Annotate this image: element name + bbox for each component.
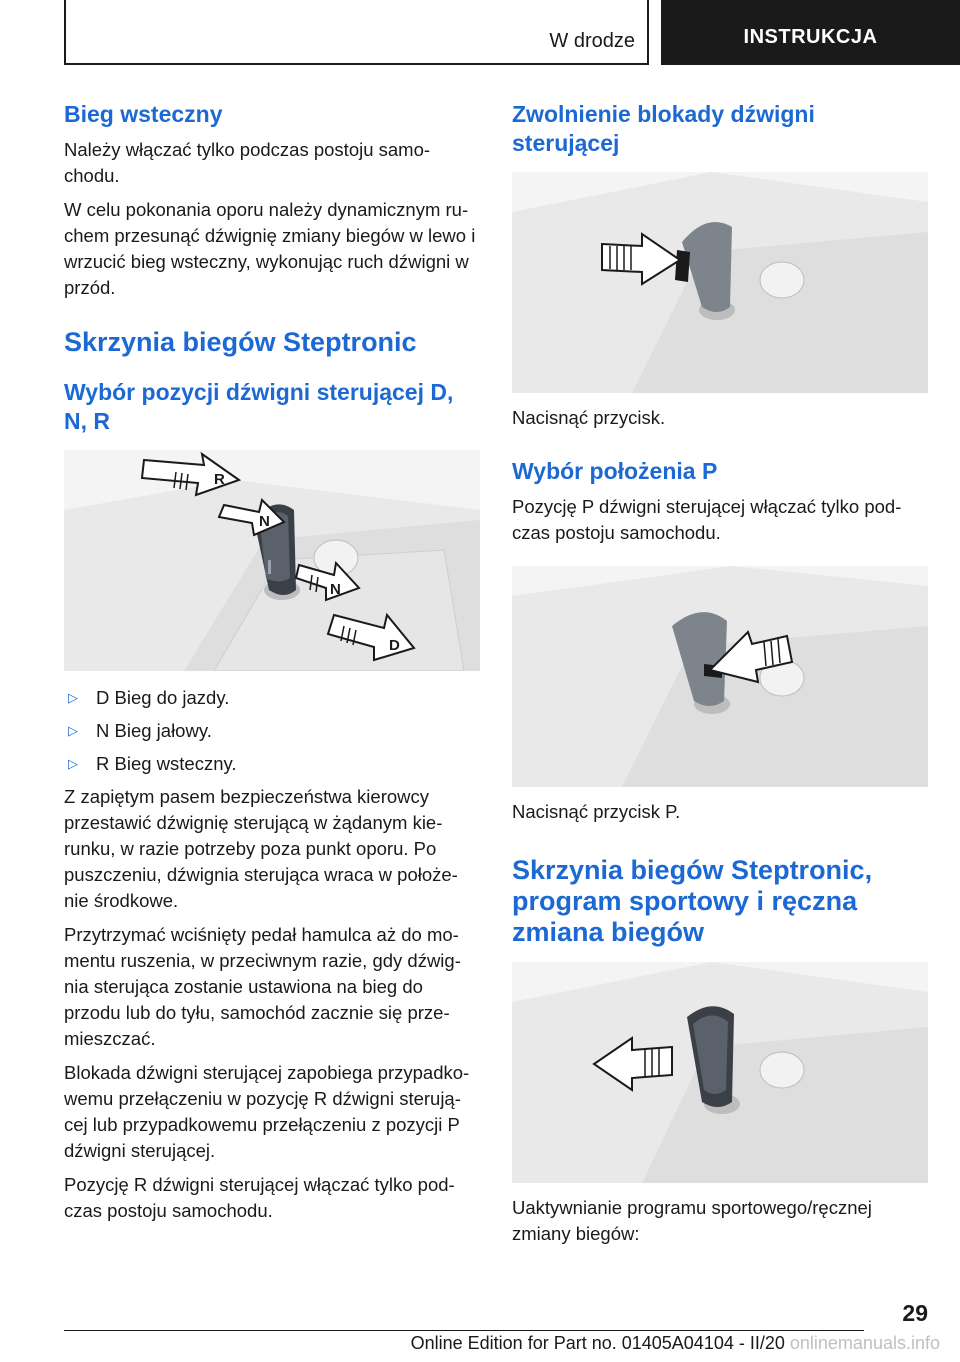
bullet-triangle-icon: ▷ [68,723,78,738]
left-column [64,100,480,1232]
sport-manual-figure [512,962,928,1183]
steptronic-heading: Skrzynia biegów Steptronic [64,327,417,357]
bullet-triangle-icon: ▷ [68,756,78,771]
right-column [512,100,928,1255]
footer-divider [64,1330,864,1331]
sport-heading: Skrzynia biegów Steptronic, program sportowy i ręczna zmiana biegów [512,855,873,947]
paragraph-6: Pozycję R dźwigni sterującej włączać tylko pod-czas postoju samochodu. [64,1174,455,1221]
list-item: ▷ D Bieg do jazdy. [64,685,480,711]
sport-caption: Uaktywnianie programu sportowego/ręcznej zmiany biegów: [512,1197,872,1244]
fig-label-n1: N [259,513,270,530]
footer-edition [411,1333,940,1354]
fig-label-n2: N [330,581,341,598]
park-caption: Nacisnąć przycisk P. [512,801,681,822]
park-button-figure [512,566,928,787]
reverse-paragraph-2: W celu pokonania oporu należy dynamicznym ru-chem przesunąć dźwignię zmiany biegów w lewo i wrzucić bieg wsteczny, wykonując ruch dźwigni w przód. [64,199,476,298]
selector-heading: Wybór pozycji dźwigni sterującej D, N, R [64,379,454,434]
reverse-heading: Bieg wsteczny [64,101,223,127]
release-caption: Nacisnąć przycisk. [512,407,666,428]
footer-edition-text: Online Edition for Part no. 01405A04104 - II/20 [410,1333,785,1353]
list-item: ▷ N Bieg jałowy. [64,718,480,744]
page-number: 29 [902,1300,928,1326]
bullet-triangle-icon: ▷ [68,690,78,705]
paragraph-3: Z zapiętym pasem bezpieczeństwa kierowcy przestawić dźwignię sterującą w żądanym kie-runku, w razie potrzeby poza punkt oporu. Po puszczeniu, dźwignia sterująca wraca w położe-nie środkowe. [64,786,458,911]
footer-watermark: onlinemanuals.info [789,1333,940,1353]
reverse-paragraph-1: Należy włączać tylko podczas postoju samo-chodu. [64,139,431,186]
paragraph-5: Blokada dźwigni sterującej zapobiega przypadko-wemu przełączeniu w pozycję R dźwigni sterują-cej lub przypadkowemu przełączeniu z pozycji P dźwigni sterującej. [64,1062,470,1161]
park-heading: Wybór położenia P [512,458,718,484]
selector-dnr-figure [64,450,480,671]
release-heading: Zwolnienie blokady dźwigni sterującej [512,101,815,156]
release-lock-figure [512,172,928,393]
list-item: ▷ R Bieg wsteczny. [64,751,480,777]
fig-label-d: D [389,637,400,654]
paragraph-4: Przytrzymać wciśnięty pedał hamulca aż do mo-mentu ruszenia, w przeciwnym razie, gdy dźwig-nia sterująca zostanie ustawiona na bieg do przodu lub do tyłu, samochód zacznie się prze-mieszczać. [64,924,461,1049]
header-section: W drodze [549,30,635,52]
fig-label-r: R [214,471,225,488]
park-text: Pozycję P dźwigni sterującej włączać tylko pod-czas postoju samochodu. [512,496,902,543]
gear-list [64,685,480,777]
header-chapter: INSTRUKCJA [661,0,960,65]
header-frame [64,0,649,65]
